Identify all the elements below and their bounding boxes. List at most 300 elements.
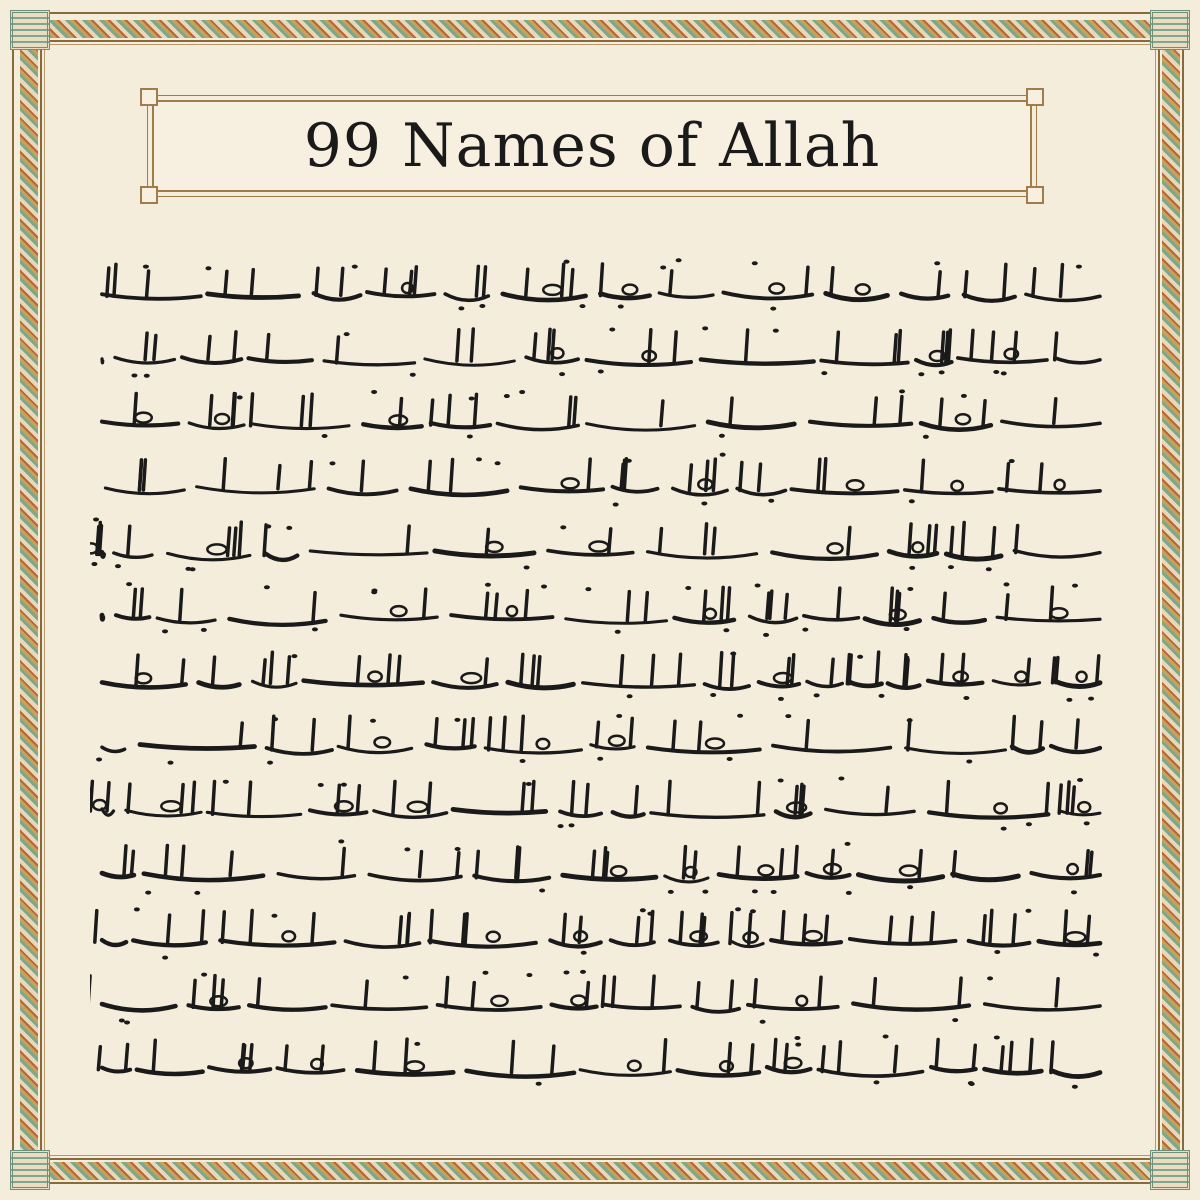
calligraphy-stroke (407, 526, 409, 553)
calligraphy-stroke (713, 459, 715, 490)
calligraphy-stroke (435, 551, 534, 556)
calligraphy-stroke (221, 980, 223, 1007)
calligraphy-stroke (107, 268, 109, 296)
calligraphy-stroke (457, 853, 459, 877)
calligraphy-stroke (849, 655, 851, 684)
calligraphy-dot (720, 452, 726, 456)
calligraphy-dot (272, 717, 278, 721)
calligraphy-stroke (240, 723, 242, 746)
calligraphy-dot (773, 328, 779, 332)
calligraphy-stroke (791, 489, 897, 493)
calligraphy-stroke (659, 529, 661, 554)
calligraphy-stroke (398, 656, 400, 682)
calligraphy-stroke (207, 545, 226, 555)
calligraphy-stroke (973, 1045, 975, 1069)
calligraphy-stroke (435, 719, 437, 747)
calligraphy-stroke (486, 593, 488, 617)
calligraphy-line (90, 1027, 1110, 1091)
calligraphy-strokes (90, 640, 1110, 704)
calligraphy-dot (771, 890, 777, 894)
calligraphy-stroke (476, 852, 478, 878)
calligraphy-stroke (668, 781, 670, 814)
calligraphy-stroke (1002, 421, 1100, 426)
calligraphy-dot (520, 759, 526, 763)
calligraphy-dot (495, 461, 501, 465)
calligraphy-stroke (804, 616, 859, 620)
calligraphy-stroke (831, 268, 833, 296)
calligraphy-stroke (999, 489, 1100, 493)
calligraphy-stroke (445, 294, 488, 300)
calligraphy-dot (485, 583, 491, 587)
calligraphy-strokes (90, 769, 1110, 833)
calligraphy-strokes (90, 446, 1110, 510)
cartouche-corner (140, 186, 158, 204)
calligraphy-stroke (95, 911, 97, 942)
calligraphy-dot (559, 372, 565, 376)
calligraphy-stroke (424, 589, 426, 617)
calligraphy-stroke (1056, 657, 1058, 682)
calligraphy-stroke (532, 656, 534, 684)
calligraphy-dot (939, 370, 945, 374)
calligraphy-dot (615, 630, 621, 634)
calligraphy-stroke (806, 267, 808, 294)
calligraphy-stroke (1053, 658, 1055, 683)
calligraphy-dot (338, 840, 344, 844)
calligraphy-stroke (304, 680, 423, 684)
calligraphy-stroke (831, 851, 833, 876)
calligraphy-stroke (909, 524, 911, 553)
calligraphy-stroke (251, 270, 253, 296)
calligraphy-dot (1088, 696, 1094, 700)
calligraphy-stroke (1012, 747, 1043, 753)
calligraphy-line (90, 252, 1110, 316)
calligraphy-stroke (959, 978, 961, 1005)
calligraphy-stroke (369, 875, 461, 881)
calligraphy-stroke (901, 294, 948, 299)
calligraphy-strokes (90, 963, 1110, 1027)
calligraphy-stroke (908, 720, 910, 750)
calligraphy-dot (907, 718, 913, 722)
calligraphy-stroke (983, 916, 985, 943)
calligraphy-stroke (997, 617, 1100, 621)
calligraphy-dot (329, 461, 335, 465)
calligraphy-dot (541, 585, 547, 589)
calligraphy-stroke (645, 593, 647, 621)
calligraphy-stroke (732, 653, 734, 686)
calligraphy-dot (909, 566, 915, 570)
calligraphy-dot (93, 518, 99, 522)
calligraphy-dot (994, 950, 1000, 954)
calligraphy-stroke (772, 553, 877, 559)
calligraphy-stroke (263, 659, 265, 682)
calligraphy-dot (846, 891, 852, 895)
calligraphy-dot (569, 823, 575, 827)
calligraphy-stroke (258, 979, 260, 1007)
calligraphy-stroke (411, 489, 507, 495)
calligraphy-dot (668, 890, 674, 894)
calligraphy-dot (821, 371, 827, 375)
calligraphy-stroke (746, 330, 748, 361)
calligraphy-strokes (90, 510, 1110, 574)
calligraphy-stroke (137, 1070, 203, 1074)
calligraphy-dot (1009, 459, 1015, 463)
calligraphy-stroke (985, 1004, 1100, 1010)
calligraphy-dot (723, 628, 729, 632)
calligraphy-stroke (550, 940, 600, 946)
calligraphy-stroke (251, 394, 253, 426)
calligraphy-stroke (1014, 332, 1016, 360)
calligraphy-stroke (147, 271, 149, 296)
calligraphy-dot (404, 848, 410, 852)
calligraphy-stroke (548, 329, 550, 359)
calligraphy-stroke (267, 748, 332, 754)
calligraphy-stroke (818, 1070, 922, 1076)
calligraphy-stroke (785, 594, 787, 618)
corner-ornament-bottom-left (10, 1150, 50, 1190)
calligraphy-stroke (943, 593, 945, 620)
calligraphy-stroke (751, 1045, 753, 1072)
calligraphy-stroke (938, 272, 940, 296)
calligraphy-stroke (133, 940, 206, 945)
calligraphy-stroke (337, 785, 339, 812)
calligraphy-stroke (489, 718, 491, 750)
calligraphy-stroke (962, 654, 964, 682)
calligraphy-stroke (1056, 978, 1058, 1005)
calligraphy-dot (322, 434, 328, 438)
calligraphy-stroke (889, 552, 937, 557)
calligraphy-dot (201, 628, 207, 632)
calligraphy-stroke (374, 1042, 376, 1072)
calligraphy-dot (814, 693, 820, 697)
calligraphy-stroke (485, 748, 581, 753)
calligraphy-stroke (399, 917, 401, 943)
calligraphy-dot (479, 304, 485, 308)
calligraphy-stroke (700, 914, 702, 942)
calligraphy-stroke (588, 459, 590, 489)
calligraphy-stroke (831, 659, 833, 683)
calligraphy-stroke (98, 1047, 100, 1070)
calligraphy-stroke (102, 615, 103, 619)
calligraphy-stroke (1010, 1043, 1012, 1072)
calligraphy-stroke (728, 588, 730, 620)
calligraphy-dot (469, 397, 475, 401)
calligraphy-dot (727, 757, 733, 761)
calligraphy-stroke (128, 527, 130, 556)
calligraphy-stroke (828, 544, 843, 554)
calligraphy-dot (526, 782, 532, 786)
calligraphy-dot (907, 587, 913, 591)
calligraphy-stroke (233, 394, 235, 425)
calligraphy-dot (1026, 822, 1032, 826)
calligraphy-dot (838, 776, 844, 780)
calligraphy-stroke (664, 1040, 666, 1072)
calligraphy-stroke (1040, 722, 1042, 749)
calligraphy-stroke (804, 931, 821, 941)
calligraphy-dot (750, 909, 756, 913)
calligraphy-dot (1077, 778, 1083, 782)
calligraphy-stroke (900, 397, 902, 424)
calligraphy-dot (504, 394, 510, 398)
calligraphy-dot (237, 396, 243, 400)
calligraphy-stroke (969, 941, 1030, 946)
calligraphy-stroke (560, 811, 601, 816)
calligraphy-stroke (225, 271, 227, 296)
calligraphy-stroke (571, 995, 585, 1005)
calligraphy-dot (857, 654, 863, 658)
calligraphy-stroke (569, 397, 571, 425)
calligraphy-dot (134, 907, 140, 911)
calligraphy-stroke (391, 606, 407, 616)
calligraphy-stroke (806, 721, 808, 748)
calligraphy-stroke (521, 487, 603, 491)
calligraphy-dot (794, 1036, 800, 1040)
calligraphy-stroke (1055, 357, 1100, 362)
calligraphy-dot (802, 628, 808, 632)
calligraphy-stroke (593, 852, 595, 878)
calligraphy-stroke (921, 460, 923, 492)
calligraphy-stroke (948, 330, 950, 362)
calligraphy-stroke (951, 481, 962, 491)
calligraphy-stroke (1087, 916, 1089, 943)
calligraphy-stroke (985, 1069, 1042, 1073)
calligraphy-dot (660, 265, 666, 269)
calligraphy-stroke (971, 330, 973, 360)
calligraphy-stroke (630, 719, 632, 747)
calligraphy-stroke (180, 590, 182, 621)
calligraphy-stroke (606, 853, 608, 878)
cartouche-corner (1026, 88, 1044, 106)
calligraphy-stroke (139, 460, 141, 490)
calligraphy-stroke (611, 940, 654, 945)
calligraphy-dot (701, 501, 707, 505)
calligraphy-stroke (898, 594, 900, 621)
calligraphy-stroke (825, 916, 827, 942)
calligraphy-stroke (1067, 864, 1077, 874)
calligraphy-dot (710, 693, 716, 697)
calligraphy-stroke (310, 551, 427, 555)
calligraphy-stroke (451, 459, 453, 490)
calligraphy-stroke (463, 914, 465, 942)
calligraphy-strokes (90, 381, 1110, 445)
calligraphy-dot (618, 305, 624, 309)
calligraphy-stroke (220, 940, 334, 945)
calligraphy-stroke (627, 592, 629, 621)
calligraphy-stroke (822, 1047, 824, 1072)
calligraphy-line (90, 833, 1110, 897)
calligraphy-stroke (635, 786, 637, 814)
calligraphy-dot (454, 718, 460, 722)
calligraphy-stroke (270, 652, 272, 683)
calligraphy-dot (185, 567, 191, 571)
calligraphy-dot (879, 693, 885, 697)
calligraphy-dot (963, 696, 969, 700)
calligraphy-stroke (571, 270, 573, 296)
calligraphy-dot (162, 956, 168, 960)
calligraphy-stroke (1067, 782, 1069, 813)
calligraphy-stroke (234, 529, 236, 556)
calligraphy-stroke (705, 609, 716, 619)
calligraphy-stroke (589, 542, 608, 552)
calligraphy-stroke (264, 525, 266, 556)
calligraphy-stroke (438, 1005, 541, 1010)
calligraphy-stroke (719, 875, 797, 879)
calligraphy-stroke (890, 917, 892, 941)
calligraphy-dot (597, 757, 603, 761)
calligraphy-stroke (848, 528, 850, 555)
calligraphy-stroke (472, 982, 474, 1006)
calligraphy-stroke (511, 1042, 513, 1073)
calligraphy-dot (126, 582, 132, 586)
calligraphy-stroke (919, 851, 921, 877)
calligraphy-stroke (737, 488, 785, 494)
calligraphy-dot (616, 714, 622, 718)
calligraphy-stroke (145, 333, 147, 359)
calligraphy-stroke (165, 846, 167, 876)
calligraphy-stroke (648, 552, 757, 558)
calligraphy-stroke (230, 852, 232, 876)
calligraphy-dot (371, 390, 377, 394)
calligraphy-stroke (336, 337, 338, 363)
calligraphy-line (90, 769, 1110, 833)
calligraphy-dot (752, 261, 758, 265)
calligraphy-dot (536, 1082, 542, 1086)
calligraphy-stroke (267, 334, 269, 360)
calligraphy-stroke (721, 587, 723, 619)
calligraphy-dot (526, 973, 532, 977)
calligraphy-stroke (135, 413, 152, 423)
calligraphy-stroke (193, 980, 195, 1007)
calligraphy-dot (613, 502, 619, 506)
calligraphy-dot (952, 1018, 958, 1022)
calligraphy-stroke (1086, 851, 1088, 875)
cartouche-corner (1026, 186, 1044, 204)
calligraphy-stroke (114, 264, 116, 296)
calligraphy-stroke (737, 848, 739, 877)
calligraphy-stroke (140, 589, 142, 617)
calligraphy-stroke (537, 739, 550, 749)
calligraphy-dot (264, 585, 270, 589)
calligraphy-stroke (781, 850, 783, 877)
calligraphy-line (90, 446, 1110, 510)
calligraphy-stroke (603, 1004, 680, 1008)
calligraphy-dot (923, 435, 929, 439)
calligraphy-stroke (670, 271, 672, 295)
calligraphy-dot (755, 583, 761, 587)
calligraphy-stroke (154, 335, 156, 359)
calligraphy-dot (994, 1036, 1000, 1040)
calligraphy-stroke (562, 478, 579, 488)
calligraphy-stroke (312, 914, 314, 943)
calligraphy-dot (627, 694, 633, 698)
calligraphy-stroke (774, 1040, 776, 1070)
calligraphy-dot (685, 586, 691, 590)
calligraphy-stroke (313, 593, 315, 621)
calligraphy-dot (458, 306, 464, 310)
calligraphy-line (90, 317, 1110, 381)
calligraphy-dot (640, 908, 646, 912)
calligraphy-stroke (207, 812, 301, 816)
calligraphy-stroke (161, 801, 180, 811)
calligraphy-dot (966, 760, 972, 764)
calligraphy-stroke (1090, 853, 1092, 876)
calligraphy-dot (581, 951, 587, 955)
calligraphy-stroke (651, 911, 653, 942)
calligraphy-line (90, 963, 1110, 1027)
calligraphy-dot (909, 499, 915, 503)
calligraphy-stroke (678, 1070, 759, 1075)
calligraphy-stroke (388, 655, 390, 683)
calligraphy-stroke (1014, 551, 1100, 557)
calligraphy-stroke (430, 911, 432, 943)
calligraphy-stroke (102, 874, 134, 878)
calligraphy-dot (286, 526, 292, 530)
calligraphy-stroke (767, 593, 769, 618)
calligraphy-stroke (467, 1071, 575, 1077)
calligraphy-stroke (847, 480, 864, 490)
corner-ornament-bottom-right (1150, 1150, 1190, 1190)
calligraphy-stroke (1076, 720, 1078, 748)
calligraphy-stroke (580, 1070, 670, 1076)
calligraphy-stroke (673, 488, 727, 495)
calligraphy-stroke (706, 461, 708, 490)
calligraphy-stroke (609, 529, 611, 553)
calligraphy-stroke (525, 591, 527, 617)
calligraphy-strokes (90, 833, 1110, 897)
calligraphy-stroke (431, 400, 433, 425)
calligraphy-stroke (623, 285, 638, 295)
calligraphy-stroke (199, 682, 240, 687)
calligraphy-stroke (838, 588, 840, 618)
calligraphy-stroke (810, 422, 911, 426)
calligraphy-dot (676, 258, 682, 262)
calligraphy-stroke (310, 394, 312, 426)
calligraphy-stroke (1055, 480, 1065, 490)
calligraphy-stroke (697, 982, 699, 1008)
calligraphy-stroke (730, 913, 732, 944)
calligraphy-stroke (953, 874, 1019, 880)
calligraphy-dot (563, 970, 569, 974)
calligraphy-stroke (877, 652, 879, 684)
calligraphy-stroke (249, 1005, 326, 1010)
calligraphy-dot (580, 969, 586, 973)
calligraphy-line (90, 575, 1110, 639)
calligraphy-dot (162, 629, 168, 633)
calligraphy-stroke (574, 398, 576, 426)
calligraphy-stroke (223, 459, 225, 489)
calligraphy-stroke (759, 464, 761, 490)
calligraphy-dot (96, 758, 102, 762)
calligraphy-stroke (287, 656, 289, 682)
calligraphy-stroke (773, 746, 890, 752)
calligraphy-stroke (1026, 294, 1100, 300)
calligraphy-stroke (309, 462, 311, 489)
calligraphy-stroke (210, 396, 212, 425)
calligraphy-stroke (928, 526, 930, 554)
calligraphy-stroke (1027, 659, 1029, 682)
calligraphy-dot (1093, 953, 1099, 957)
calligraphy-dot (145, 891, 151, 895)
calligraphy-stroke (701, 359, 814, 363)
calligraphy-dot (968, 1081, 974, 1085)
calligraphy-stroke (461, 673, 481, 683)
calligraphy-stroke (153, 1040, 155, 1071)
calligraphy-stroke (587, 424, 695, 431)
calligraphy-stroke (723, 293, 812, 299)
calligraphy-stroke (521, 654, 523, 684)
calligraphy-stroke (93, 800, 106, 810)
calligraphy-stroke (168, 915, 170, 942)
calligraphy-dot (899, 390, 905, 394)
